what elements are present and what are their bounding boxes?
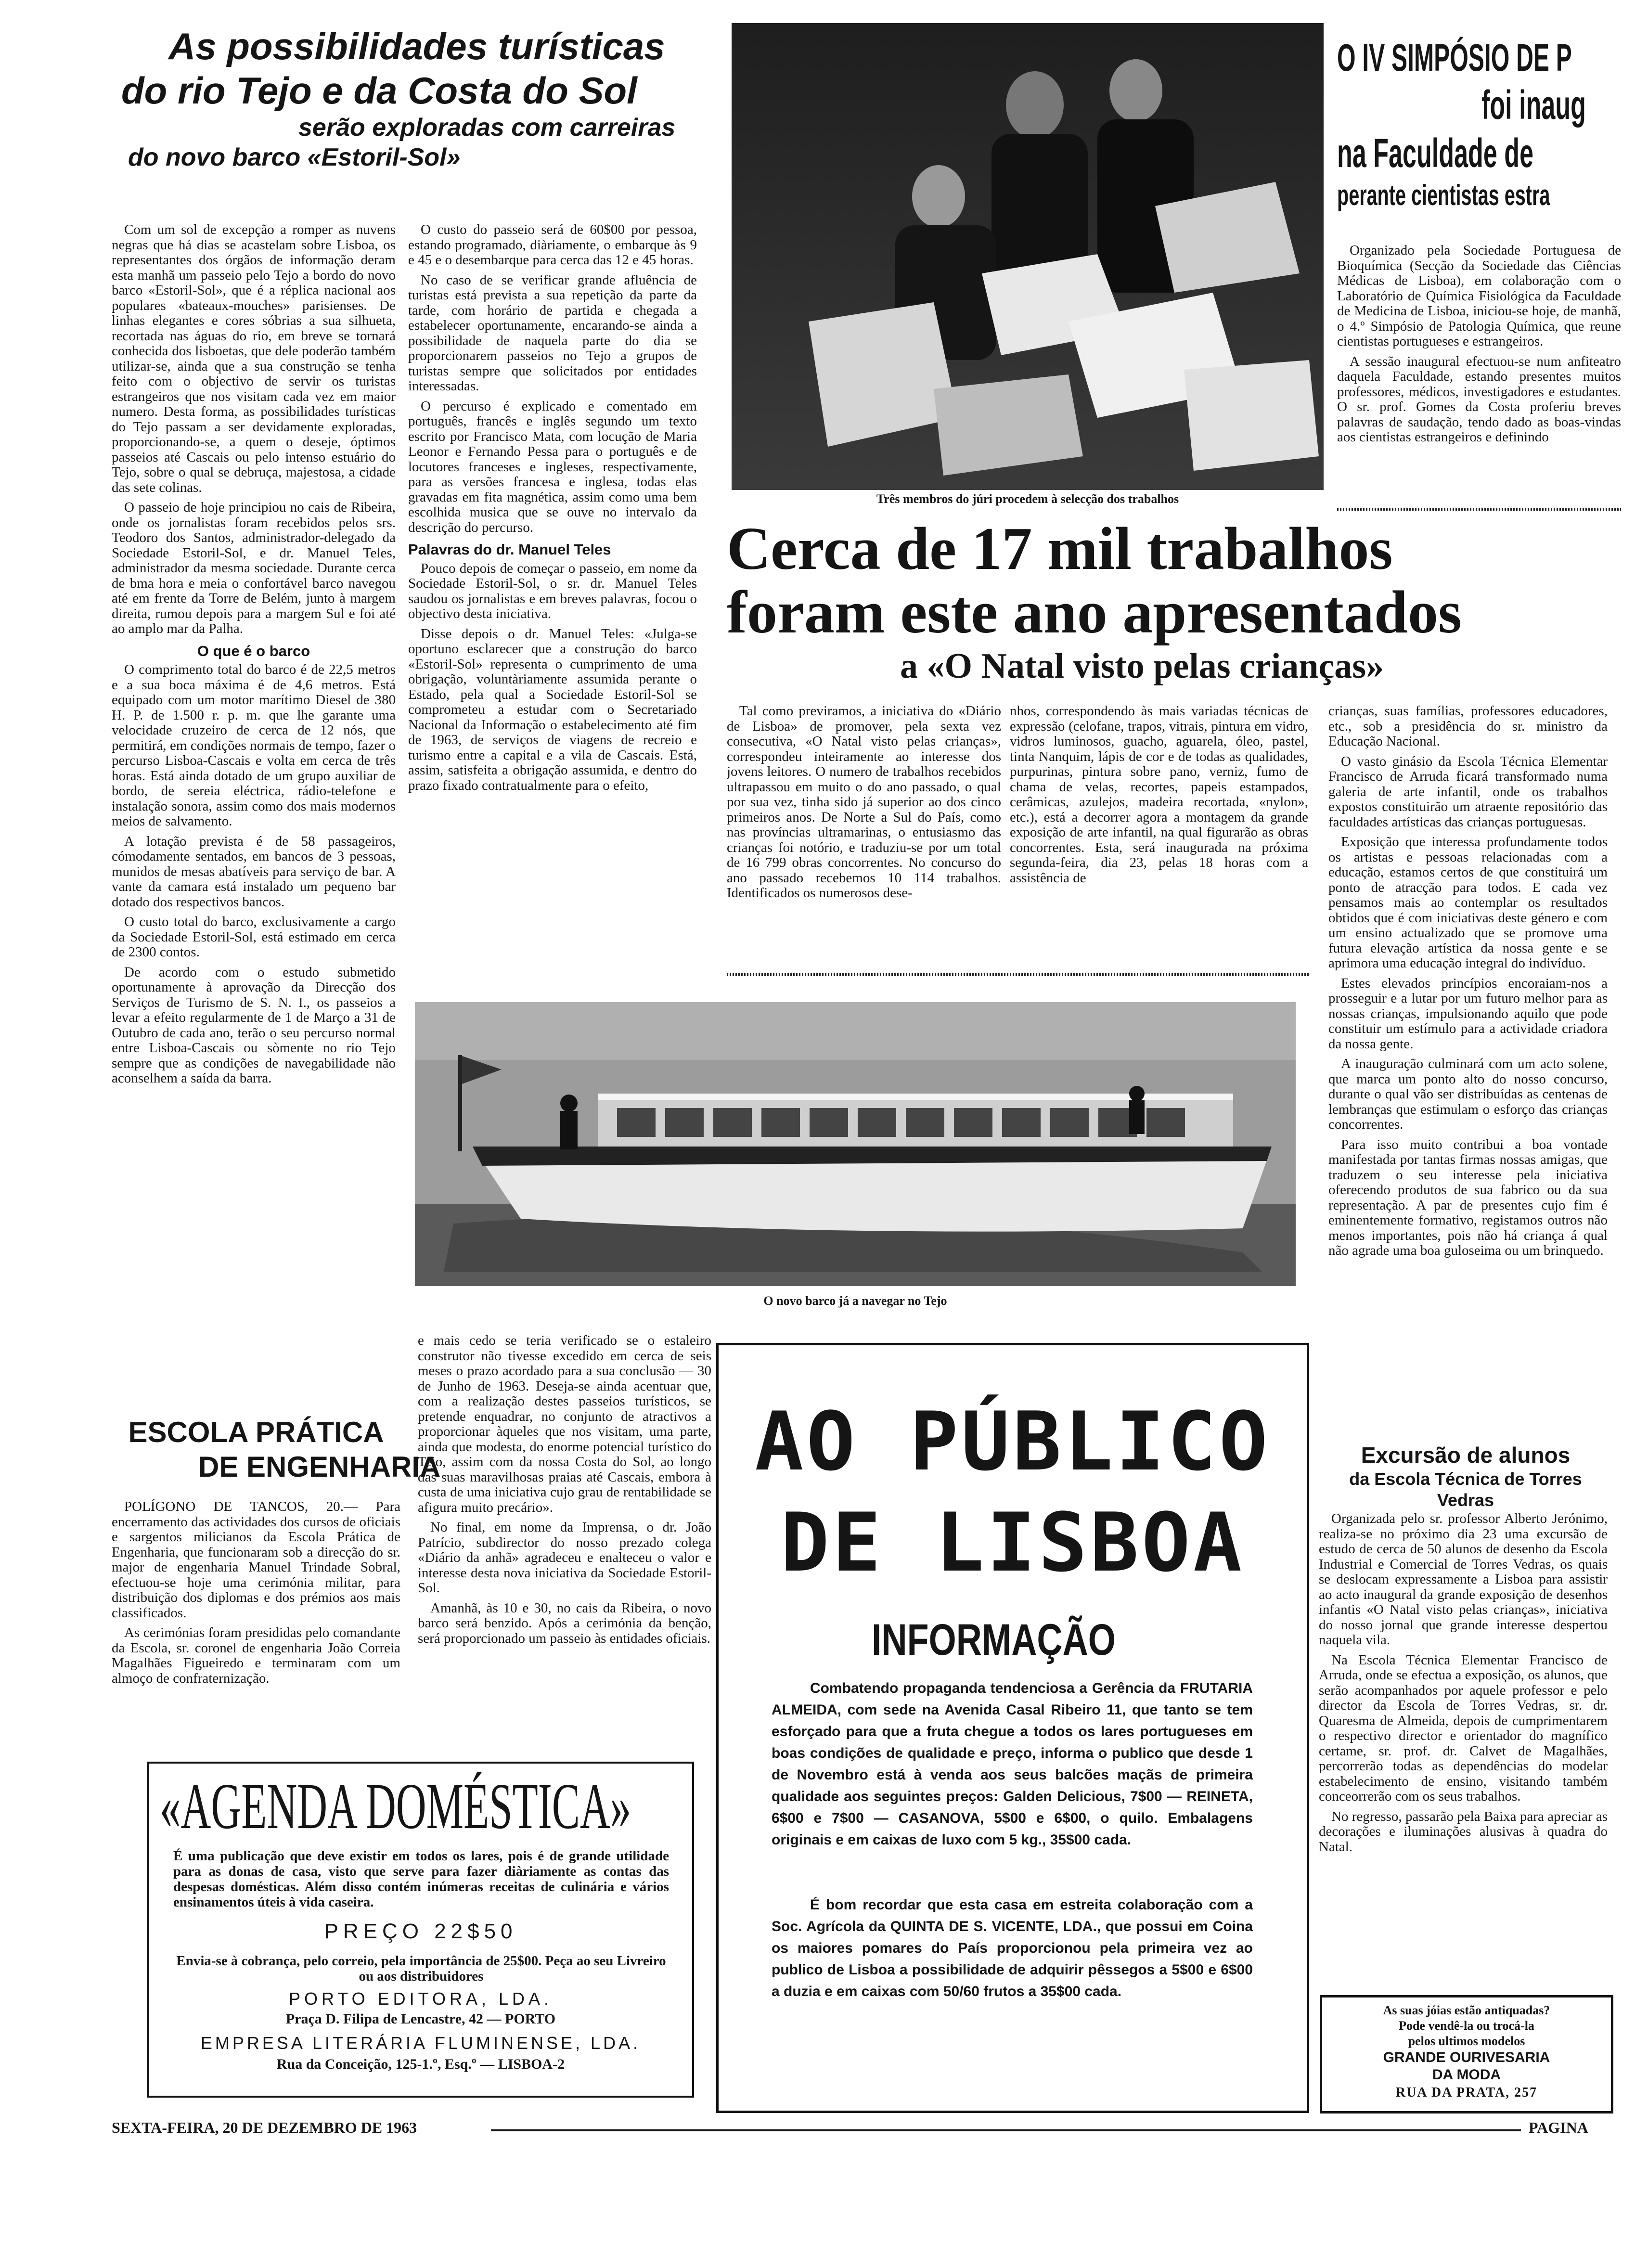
joias-ad-line-6: RUA DA PRATA, 257	[1395, 2085, 1538, 2100]
tejo-title-line-1: As possibilidades turísticas	[168, 25, 665, 67]
natal-title-line-3: a «O Natal visto pelas crianças»	[900, 646, 1384, 686]
tejo-subtitle-line-1: serão exploradas com carreiras	[298, 114, 676, 142]
boat-photo-caption: O novo barco já a navegar no Tejo	[763, 1294, 947, 1308]
jury-photo	[732, 23, 1324, 490]
natal-title-line-2: foram este ano apresentados	[727, 579, 1462, 646]
escola-title-line-1: ESCOLA PRÁTICA	[128, 1416, 384, 1448]
simposio-separator-rule	[1337, 508, 1621, 511]
natal-title-line-1: Cerca de 17 mil trabalhos	[727, 515, 1393, 582]
paragraph: Amanhã, às 10 e 30, no cais da Ribeira, o novo barco será benzido. Após a cerimónia da benção, será proporcionado um passeio às entidades oficiais.	[418, 1600, 711, 1646]
tejo-title-line-2: do rio Tejo e da Costa do Sol	[121, 69, 637, 112]
paragraph: Com um sol de excepção a romper as nuvens negras que há dias se acastelam sobre Lisboa, os representantes dos órgãos de informação deram esta manhã um passeio pelo Tejo a bordo do novo barco «Estoril-Sol», que é a réplica nacional aos populares «bateaux-mouches» parisienses. De linhas elegantes e cores sóbrias a sua silhueta, recortada nas águas do rio, em breve se tornará conhecida dos lisboetas, que dele poderão também utilizar-se, ainda que a sua construção se tenha feito com o objectivo de servir os turistas estrangeiros que nos visitam cada vez em maior numero. Desta forma, as possibilidades turísticas do Tejo passam a ser devidamente exploradas, proporcionando-se, a quem o deseje, óptimos passeios até Cascais ou pelo intenso estuário do Tejo, sobre o qual se debruça, majestosa, a cidade das sete colinas.	[112, 222, 396, 495]
natal-article-column-3	[1328, 704, 1608, 1440]
paragraph: O vasto ginásio da Escola Técnica Elementar Francisco de Arruda ficará transformado numa galeria de arte infantil, onde os trabalhos expostos constituirão um atraente repositório das faculdades artísticas das crianças portuguesas.	[1328, 753, 1608, 830]
paragraph: As cerimónias foram presididas pelo comandante da Escola, sr. coronel de engenharia João Correia Magalhães Figueiredo e terminaram com um almoço de confraternização.	[112, 1625, 400, 1686]
publico-ad-heading: INFORMAÇÃO	[872, 1615, 1116, 1664]
footer-date: SEXTA-FEIRA, 20 DE DEZEMBRO DE 1963	[112, 2119, 417, 2136]
excursao-headline	[1319, 1442, 1612, 1511]
excursao-body	[1319, 1511, 1608, 1993]
simposio-title-line-3: na Faculdade de	[1337, 130, 1534, 176]
simposio-title-line-1: O IV SIMPÓSIO DE P	[1337, 36, 1572, 79]
joias-ad-line-5: DA MODA	[1432, 2067, 1501, 2083]
paragraph: Estes elevados princípios encoraiam-nos a prosseguir e a lutar por um futuro melhor para as nossas crianças, impulsionando aquilo que pode constituir um estímulo para a actividade criadora da nossa gente.	[1328, 975, 1608, 1052]
agenda-ad-publisher-2: EMPRESA LITERÁRIA FLUMINENSE, LDA.	[200, 2033, 641, 2053]
agenda-ad-title: «AGENDA DOMÉSTICA»	[160, 1770, 631, 1843]
paragraph: Exposição que interessa profundamente todos os artistas e pessoas relacionadas com a educação, estamos certos de que constituirá um ponto de atracção para todos. E cada vez pensamos mais ao contemplar os resultados obtidos que é com iniciativas deste género e com um ensino actualizado que se promove uma futura elevação artística da nossa gente e se aprimora uma educação integral do indivíduo.	[1328, 834, 1608, 971]
tejo-article-column-1	[112, 222, 396, 1301]
joias-ad-line-4: GRANDE OURIVESARIA	[1383, 2049, 1550, 2065]
paragraph: nhos, correspondendo às mais variadas técnicas de expressão (celofane, trapos, vitrais, pintura em vidro, vidros luminosos, guacho, aguarela, óleo, pastel, tinta Nanquim, lápis de cor e de todas as qualidades, purpurinas, pintura sobre pano, verniz, fumo de chama de velas, recortes, papeis estampados, cerâmicas, azulejos, madeira recortada, «nylon», etc.), está a decorrer agora a montagem da grande exposição de arte infantil, na qual figurarão as obras concorrentes. Esta, será inaugurada na próxima segunda-feira, dia 23, pelas 18 horas com a assistência de	[1010, 704, 1308, 886]
jury-photo-image	[732, 23, 1324, 490]
subheading-palavras: Palavras do dr. Manuel Teles	[408, 541, 611, 558]
agenda-ad-address-2: Rua da Conceição, 125-1.º, Esq.º — LISBOA-2	[276, 2056, 565, 2072]
publico-ad-paragraph-2: É bom recordar que esta casa em estreita colaboração com a Soc. Agrícola da QUINTA DE S. VICENTE, LDA., que possui em Coina os maiores pomares do País proporcionou pela primeira vez ao publico de Lisboa a possibilidade de adquirir pêssegos a 5$00 e 6$00 a duzia e em caixas com 50/60 frutos a 35$00 cada.	[772, 1897, 1253, 1999]
paragraph: O passeio de hoje principiou no cais de Ribeira, onde os jornalistas foram recebidos pelos srs. Teodoro dos Santos, administrador-delegado da Sociedade Estoril-Sol, e dr. Manuel Teles, administrador da mesma sociedade. Durante cerca de bma hora e meia o confortável barco navegou até em frente da Torre de Belém, junto à margem direita, rumou depois para a margem Sul e foi até ao amplo mar da Palha.	[112, 500, 396, 636]
simposio-body	[1337, 243, 1621, 503]
footer-rule	[491, 2129, 1521, 2131]
agenda-ad-price: PREÇO 22$50	[324, 1920, 517, 1943]
paragraph: No regresso, passarão pela Baixa para apreciar as decorações e iluminações alusivas à quadra do Natal.	[1319, 1808, 1608, 1855]
paragraph: No final, em nome da Imprensa, o dr. João Patrício, subdirector do nosso prezado colega «Diário da anhã» agradeceu e enalteceu o valor e interesse desta nova iniciativa da Sociedade Estoril-Sol.	[418, 1520, 711, 1596]
escola-title-line-2: DE ENGENHARIA	[198, 1451, 441, 1483]
paragraph: Para isso muito contribui a boa vontade manifestada por tantas firmas nossas amigas, que traduzem o seu interesse pela iniciativa oferecendo produtos de sua fabrico ou da sua representação. A par de presentes cujo fim é eminentemente formativo, registamos outros não menos importantes, pois não há criança á qual não agrade uma boa guloseima ou um brinquedo.	[1328, 1136, 1608, 1258]
agenda-domestica-ad	[147, 1762, 694, 2098]
agenda-ad-publisher-1: PORTO EDITORA, LDA.	[288, 1989, 553, 2009]
tejo-article-column-2	[408, 222, 697, 1017]
publico-ad-paragraph-1: Combatendo propaganda tendenciosa a Gerência da FRUTARIA ALMEIDA, com sede na Avenida Casal Ribeiro 11, que tanto se tem esforçado para que a fruta chegue a todos os lares portugueses em boas condições de qualidade e preço, informa o publico que desde 1 de Novembro está à venda aos seus balcões maçãs de primeira qualidade aos seguintes preços: Galden Delicious, 7$00 — REINETA, 6$00 e 7$00 — CASANOVA, 5$00 e 6$00, o quilo. Embalagens originais e em caixas de luxo com 5 kg., 35$00 cada.	[772, 1680, 1253, 1848]
publico-ad-title-line-1: AO PÚBLICO	[755, 1394, 1271, 1489]
ourivesaria-ad	[1320, 1995, 1613, 2113]
natal-article-column-1	[727, 704, 1001, 968]
ao-publico-ad	[716, 1343, 1309, 2113]
footer-page-label: PAGINA	[1529, 2119, 1588, 2136]
paragraph: crianças, suas famílias, professores educadores, etc., sob a presidência do sr. ministro da Educação Nacional.	[1328, 704, 1608, 749]
natal-headline	[727, 517, 1598, 688]
paragraph: A sessão inaugural efectuou-se num anfiteatro daquela Faculdade, estando presentes muitos professores, médicos, investigadores e estudantes. O sr. prof. Gomes da Costa proferiu breves palavras de saudação, tendo dado as boas-vindas aos cientistas estrangeiros e definindo	[1337, 353, 1621, 445]
paragraph: No caso de se verificar grande afluência de turistas está prevista a sua repetição da parte da tarde, com horário de partida e chegada a estabelecer oportunamente, encarando-se ainda a possibilidade de naquela parte do dia se proporcionarem passeios no Tejo a grupos de turistas sempre que solicitados por entidades interessadas.	[408, 272, 697, 394]
paragraph: O percurso é explicado e comentado em português, francês e inglês segundo um texto escrito por Francisco Mata, com locução de Maria Leonor e Fernando Pessa para o português e de locutores franceses e ingleses, respectivamente, para as versões francesa e inglesa, todas elas gravadas em fita magnética, assim como uma bem escolhida musica que se ouve no intervalo da descrição do percurso.	[408, 398, 697, 535]
tejo-headline	[121, 24, 708, 172]
excursao-title-line-2: da Escola Técnica de Torres Vedras	[1349, 1469, 1582, 1510]
paragraph: A inauguração culminará com um acto solene, que marca um ponto alto do nosso concurso, durante o qual vão ser distribuídas as centenas de lembranças que estimulam o esforço das crianças concorrentes.	[1328, 1056, 1608, 1132]
joias-ad-line-3: pelos ultimos modelos	[1408, 2034, 1525, 2048]
paragraph: Tal como previramos, a iniciativa do «Diário de Lisboa» de promover, pela sexta vez consecutiva, «O Natal visto pelas crianças», correspondeu inteiramente ao interesse dos jovens leitores. O numero de trabalhos recebidos ultrapassou em muito o do ano passado, o qual por sua vez, tinha sido já superior ao dos cinco primeiros anos. De Norte a Sul do País, como nas províncias ultramarinas, o entusiasmo das crianças foi notório, e traduziu-se por um total de 16 799 obras concorrentes. No concurso do ano passado recebemos 10 114 trabalhos. Identificados os numerosos dese-	[727, 704, 1001, 901]
paragraph: O comprimento total do barco é de 22,5 metros e a sua boca máxima é de 4,6 metros. Está equipado com um motor marítimo Diesel de 380 H. P. de 1.500 r. p. m. que lhe garante uma velocidade cruzeiro de cerca de 12 nós, que permitirá, em condições normais de tempo, fazer o percurso Lisboa-Cascais e volta em cerca de três horas. Está ainda dotado de um grupo auxiliar de bordo, de sereia eléctrica, rádio-telefone e instalação sonora, assim como dos mais modernos meios de salvamento.	[112, 662, 396, 829]
natal-article-column-2	[1010, 704, 1308, 968]
paragraph: De acordo com o estudo submetido oportunamente à aprovação da Direcção dos Serviços de Turismo de S. N. I., os passeios a levar a efeito regularmente de 1 de Março a 31 de Outubro de cada ano, terão o seu percurso normal entre Lisboa-Cascais ou sòmente no rio Tejo sempre que as condições de navegabilidade não aconselhem a saída da barra.	[112, 964, 396, 1086]
escola-body	[112, 1499, 400, 1750]
excursao-title-line-1: Excursão de alunos	[1361, 1443, 1571, 1468]
agenda-ad-shipping: Envia-se à cobrança, pelo correio, pela importância de 25$00. Peça ao seu Livreiro ou aos distribuidores	[176, 1953, 666, 1984]
paragraph: O custo do passeio será de 60$00 por pessoa, estando programado, diàriamente, o embarque às 9 e 45 e o desembarque para cerca das 12 e 45 horas.	[408, 222, 697, 268]
boat-photo-image	[415, 1002, 1296, 1286]
simposio-title-line-2: foi inaug	[1481, 82, 1586, 128]
boat-photo	[415, 1002, 1296, 1286]
paragraph: Organizado pela Sociedade Portuguesa de Bioquímica (Secção da Sociedade das Ciências Médicas de Lisboa), em colaboração com o Laboratório de Química Fisiológica da Faculdade de Medicina de Lisboa, iniciou-se hoje, de manhã, o 4.º Simpósio de Patologia Química, que reune cientistas portugueses e estrangeiros.	[1337, 243, 1621, 349]
simposio-headline	[1337, 35, 1648, 214]
paragraph: Organizada pelo sr. professor Alberto Jerónimo, realiza-se no próximo dia 23 uma excursão de estudo de cerca de 50 alunos de desenho da Escola Industrial e Comercial de Torres Vedras, os quais se deslocam expressamente a Lisboa para assistir ao acto inaugural da grande exposição de desenhos infantis «O Natal visto pelas crianças», iniciativa do nosso jornal que grande interesse despertou naquela vila.	[1319, 1511, 1608, 1648]
paragraph: e mais cedo se teria verificado se o estaleiro construtor não tivesse excedido em cerca de seis meses o prazo acordado para a sua conclusão — 30 de Junho de 1963. Deseja-se ainda acentuar que, com a realização destes passeios turísticos, se pretende enquadrar, no conjunto de atractivos a proporcionar àqueles que nos visitam, uma parte, ainda que modesta, do enorme potencial turístico do Tejo, assim com da nossa Costa do Sol, ao longo das suas maravilhosas praias até Cascais, embora à custa de uma iniciativa cujo grau de rentabilidade se afigura muito precário».	[418, 1333, 711, 1515]
agenda-ad-text: É uma publicação que deve existir em todos os lares, pois é de grande utilidade para as donas de casa, visto que serve para fazer diàriamente as contas das despesas domésticas. Além disso contém inúmeras receitas de culinária e vários ensinamentos úteis à vida caseira.	[173, 1848, 669, 1910]
escola-headline	[112, 1415, 441, 1484]
jury-photo-caption: Três membros do júri procedem à selecção dos trabalhos	[876, 492, 1179, 506]
paragraph: Pouco depois de começar o passeio, em nome da Sociedade Estoril-Sol, o sr. dr. Manuel Teles saudou os jornalistas e em breves palavras, focou o objectivo desta iniciativa.	[408, 560, 697, 621]
tejo-subtitle-line-2: do novo barco «Estoril-Sol»	[128, 143, 461, 171]
simposio-title-line-4: perante cientistas estra	[1337, 179, 1550, 211]
joias-ad-line-1: As suas jóias estão antiquadas?	[1383, 2003, 1550, 2017]
publico-ad-title-line-2: DE LISBOA	[780, 1495, 1245, 1590]
subheading-o-que-e-o-barco: O que é o barco	[197, 642, 310, 659]
paragraph: POLÍGONO DE TANCOS, 20.— Para encerramento das actividades dos cursos de oficiais e sargentos milicianos da Escola Prática de Engenharia, que funcionaram sob a direcção do sr. major de engenharia Manuel Trindade Sobral, efectuou-se hoje uma cerimónia militar, para distribuição dos diplomas e dos prémios aos mais classificados.	[112, 1499, 400, 1621]
natal-separator-rule	[727, 973, 1309, 976]
joias-ad-line-2: Pode vendê-la ou trocá-la	[1399, 2019, 1534, 2033]
tejo-article-column-3	[418, 1333, 711, 1762]
paragraph: Na Escola Técnica Elementar Francisco de Arruda, onde se efectua a exposição, os alunos, que serão acompanhados por aquele professor e pelo director da Escola de Torres Vedras, sr. dr. Quaresma de Almeida, depois de cumprimentarem o respectivo director e orientador do magnífico certame, sr. prof. dr. Calvet de Magalhães, percorrerão todas as dependências do modelar estabelecimento de ensino, visitando também conceorrerão com os seus trabalhos.	[1319, 1652, 1608, 1804]
paragraph: A lotação prevista é de 58 passageiros, cómodamente sentados, em bancos de 3 pessoas, munidos de mesas abatíveis para serviço de bar. A vante da camara está instalado um pequeno bar dotado dos respectivos bancos.	[112, 833, 396, 910]
paragraph: Disse depois o dr. Manuel Teles: «Julga-se oportuno esclarecer que a construção do barco «Estoril-Sol» representa o cumprimento de uma obrigação, voluntàriamente assumida perante o Estado, pela qual a Sociedade Estoril-Sol se comprometeu a estudar com o Secretariado Nacional da Informação o estabelecimento até fim de 1963, de serviços de viagens de recreio e turismo entre a capital e a vila de Cascais. Está, assim, satisfeita a obrigação assumida, e dentro do prazo fixado contratualmente para o efeito,	[408, 626, 697, 793]
paragraph: O custo total do barco, exclusivamente a cargo da Sociedade Estoril-Sol, está estimado em cerca de 2300 contos.	[112, 914, 396, 960]
agenda-ad-address-1: Praça D. Filipa de Lencastre, 42 — PORTO	[285, 2011, 556, 2027]
